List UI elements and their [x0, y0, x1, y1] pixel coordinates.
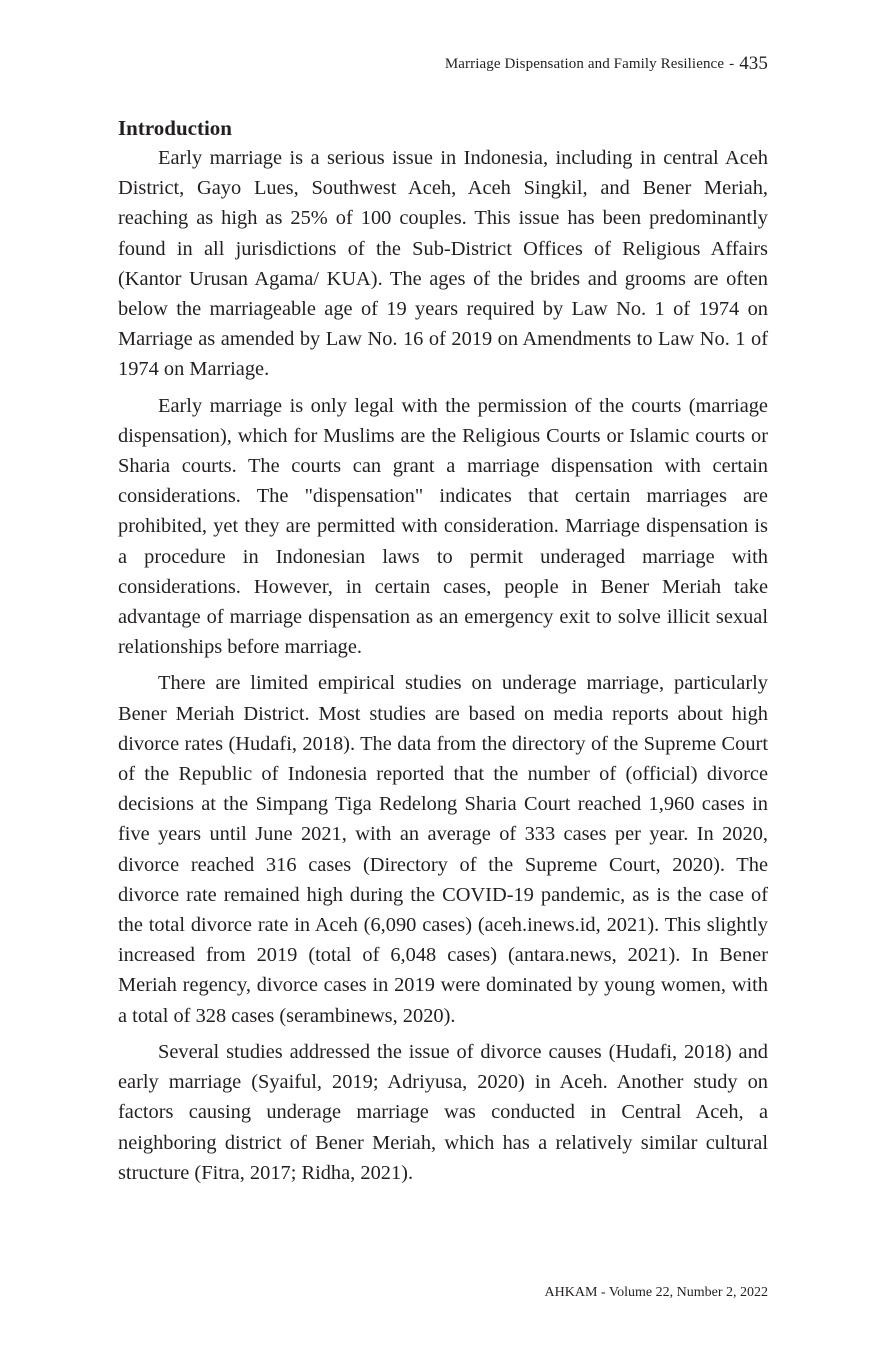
article-body: [118, 113, 768, 1194]
paragraph-prior-studies: Several studies addressed the issue of divorce causes (Hudafi, 2018) and early marriage (Syaiful, 2019; Adriyusa, 2020) in Aceh. Another study on factors causing underage marriage was conducted in Central Aceh, a neighboring district of Bener Meriah, which has a relatively similar cultural structure (Fitra, 2017; Ridha, 2021).: [118, 1040, 768, 1184]
page-number: 435: [739, 53, 768, 74]
header-separator: -: [729, 56, 735, 72]
paragraph-marriage-dispensation: Early marriage is only legal with the permission of the courts (marriage dispensation), which for Muslims are the Religious Courts or Islamic courts or Sharia courts. The courts can grant a marriage dispensation with certain considerations. The "dispensation" indicates that certain marriages are prohibited, yet they are permitted with consideration. Marriage dispensation is a procedure in Indonesian laws to permit underaged marriage with considerations. However, in certain cases, people in Bener Meriah take advantage of marriage dispensation as an emergency exit to solve illicit sexual relationships before marriage.: [118, 394, 768, 659]
running-title: Marriage Dispensation and Family Resilience: [444, 56, 725, 72]
section-heading: Introduction: [118, 116, 232, 140]
running-footer: AHKAM - Volume 22, Number 2, 2022: [544, 1285, 768, 1300]
running-header: [445, 52, 768, 76]
paragraph-early-marriage-issue: Early marriage is a serious issue in Indonesia, including in central Aceh District, Gayo Lues, Southwest Aceh, Aceh Singkil, and Bener Meriah, reaching as high as 25% of 100 couples. This issue has been predominantly found in all jurisdictions of the Sub-District Offices of Religious Affairs (Kantor Urusan Agama/ KUA). The ages of the brides and grooms are often below the marriageable age of 19 years required by Law No. 1 of 1974 on Marriage as amended by Law No. 16 of 2019 on Amendments to Law No. 1 of 1974 on Marriage.: [118, 147, 768, 381]
paragraph-divorce-statistics: There are limited empirical studies on underage marriage, particularly Bener Meriah District. Most studies are based on media reports about high divorce rates (Hudafi, 2018). The data from the directory of the Supreme Court of the Republic of Indonesia reported that the number of (official) divorce decisions at the Simpang Tiga Redelong Sharia Court reached 1,960 cases in five years until June 2021, with an average of 333 cases per year. In 2020, divorce reached 316 cases (Directory of the Supreme Court, 2020). The divorce rate remained high during the COVID-19 pandemic, as is the case of the total divorce rate in Aceh (6,090 cases) (aceh.inews.id, 2021). This slightly increased from 2019 (total of 6,048 cases) (antara.news, 2021). In Bener Meriah regency, divorce cases in 2019 were dominated by young women, with a total of 328 cases (serambinews, 2020).: [118, 672, 768, 1027]
